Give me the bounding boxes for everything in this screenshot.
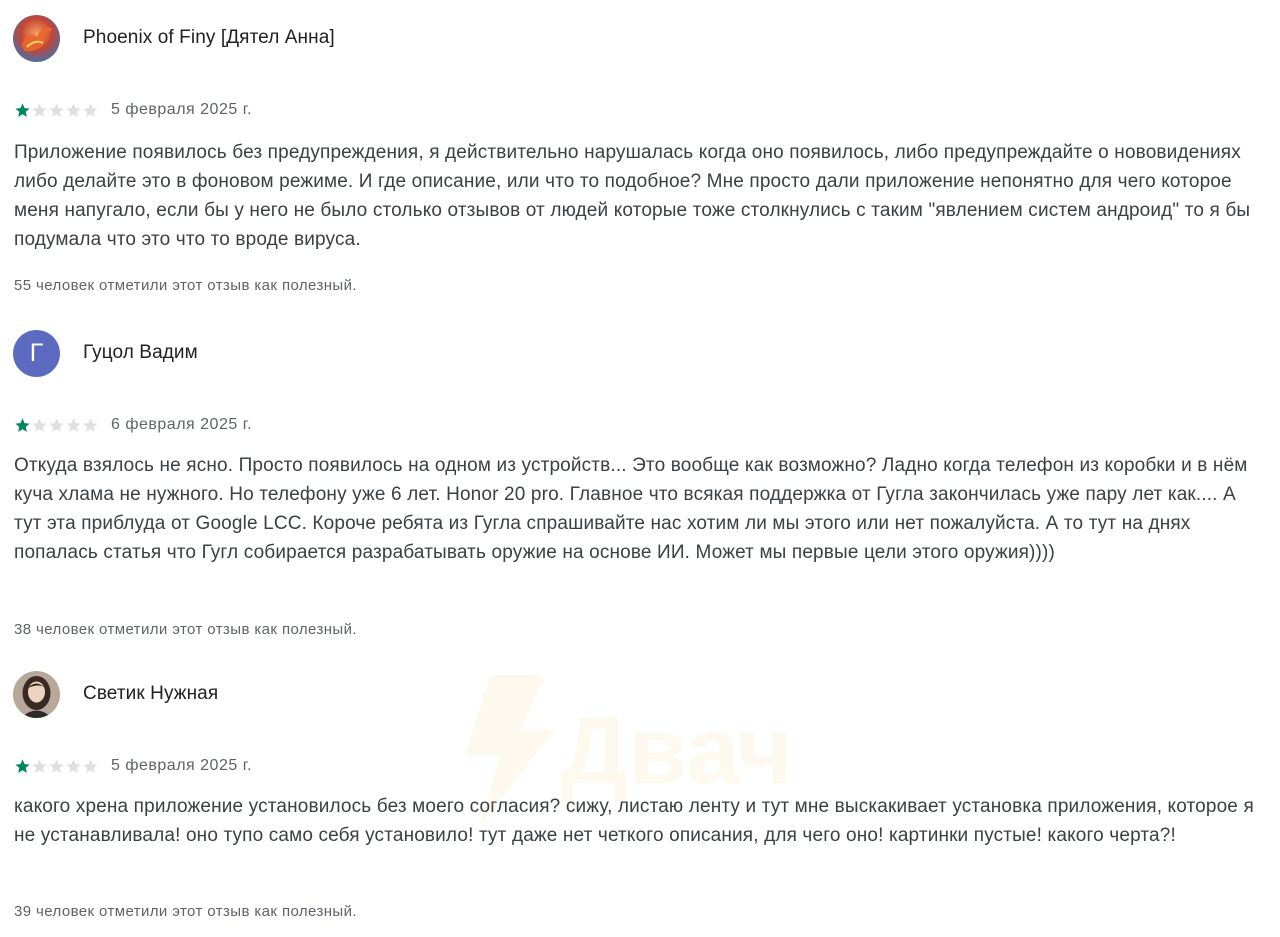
star-empty-icon <box>82 758 99 775</box>
review-author <box>13 14 335 62</box>
star-empty-icon <box>31 102 48 119</box>
watermark-text: Двач <box>560 697 793 804</box>
star-rating <box>14 758 99 775</box>
rating-row <box>14 416 252 434</box>
star-empty-icon <box>31 758 48 775</box>
letter-avatar: Г <box>13 330 60 377</box>
star-empty-icon <box>48 417 65 434</box>
star-filled-icon <box>14 102 31 119</box>
star-filled-icon <box>14 417 31 434</box>
rating-row <box>14 757 252 775</box>
review-date: 5 февраля 2025 г. <box>111 757 253 774</box>
star-empty-icon <box>82 417 99 434</box>
star-rating <box>14 102 99 119</box>
helpful-count: 38 человек отметили этот отзыв как полезный. <box>14 621 357 638</box>
star-empty-icon <box>65 758 82 775</box>
helpful-count: 55 человек отметили этот отзыв как полезный. <box>14 277 357 294</box>
review-text: Откуда взялось не ясно. Просто появилось на одном из устройств... Это вообще как возможно? Ладно когда телефон из коробки и в нём куча хлама не нужного. Но телефону уже 6 лет. Honor 20 pro. Главное что всякая поддержка от Гугла закончилась уже пару лет как.... А тут эта приблуда от Google LCC. Короче ребята из Гугла спрашивайте нас хотим ли мы этого или нет пожалуйста. А то тут на днях попалась статья что Гугл собирается разрабатывать оружие на основе ИИ. Может мы первые цели этого оружия)))) <box>14 455 1248 563</box>
review-author <box>13 329 198 377</box>
author-name: Гуцол Вадим <box>83 342 198 363</box>
helpful-count: 39 человек отметили этот отзыв как полезный. <box>14 903 357 920</box>
user-photo-avatar <box>13 671 60 718</box>
star-empty-icon <box>48 758 65 775</box>
star-filled-icon <box>14 758 31 775</box>
review-author <box>13 670 218 718</box>
star-empty-icon <box>31 417 48 434</box>
review-text: какого хрена приложение установилось без моего согласия? сижу, листаю ленту и тут мне выскакивает установка приложения, которое я не устанавливала! оно тупо само себя установило! тут даже нет четкого описания, для чего оно! картинки пустые! какого черта?! <box>14 796 1254 846</box>
review-text: Приложение появилось без предупреждения, я действительно нарушалась когда оно появилось, либо предупреждайте о нововидениях либо делайте это в фоновом режиме. И где описание, или что то подобное? Мне просто дали приложение непонятно для чего которое меня напугало, если бы у него не было столько отзывов от людей которые тоже столкнулись с таким "явлением систем андроид" то я бы подумала что это что то вроде вируса. <box>14 142 1251 250</box>
star-rating <box>14 417 99 434</box>
star-empty-icon <box>65 417 82 434</box>
star-empty-icon <box>65 102 82 119</box>
rating-row <box>14 101 252 119</box>
author-name: Phoenix of Finy [Дятел Анна] <box>83 27 335 48</box>
star-empty-icon <box>82 102 99 119</box>
review-date: 6 февраля 2025 г. <box>111 416 253 433</box>
author-name: Светик Нужная <box>83 683 219 704</box>
review-date: 5 февраля 2025 г. <box>111 101 253 118</box>
star-empty-icon <box>48 102 65 119</box>
phoenix-avatar <box>13 15 60 62</box>
